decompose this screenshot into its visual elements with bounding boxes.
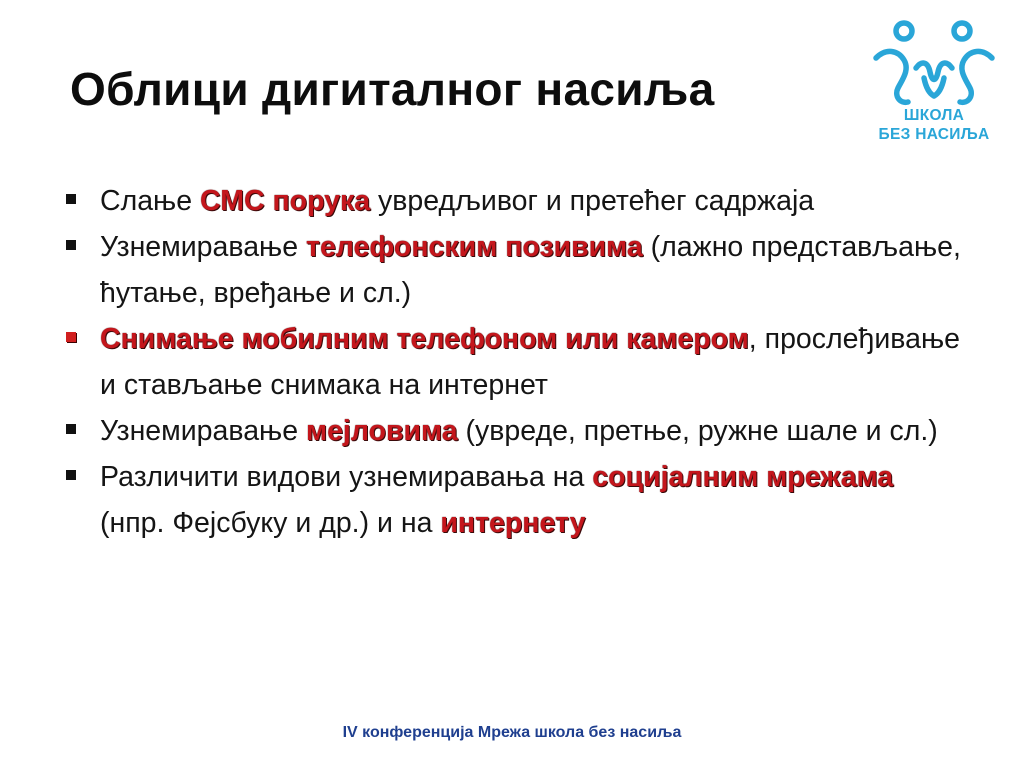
bullet-text: увредљивог и претећег садржаја — [370, 185, 815, 217]
bullet-square-icon — [66, 470, 76, 480]
bullet-text: (нпр. Фејсбуку и др.) и на — [100, 507, 441, 539]
logo-text-line1: ШКОЛА — [903, 107, 965, 124]
highlighted-text: социјалним мрежама — [592, 461, 894, 493]
bullet-square-icon — [66, 194, 76, 204]
people-figures-icon — [864, 18, 1004, 108]
bullet-item — [64, 178, 964, 224]
bullet-square-icon — [66, 332, 76, 342]
bullet-text: , прослеђивање и стављање снимака на интернет — [100, 323, 960, 401]
bullet-text: (увреде, претње, ружне шале и сл.) — [457, 415, 938, 447]
bullet-list — [64, 178, 964, 546]
bullet-text: Слање — [100, 185, 200, 217]
highlighted-text: СМС порука — [200, 185, 371, 217]
slide-title: Облици дигиталног насиља — [70, 63, 715, 115]
logo-text-line2: БЕЗ НАСИЉА — [878, 126, 990, 143]
highlighted-text: интернету — [440, 507, 586, 539]
bullet-text: Узнемиравање — [100, 415, 306, 447]
bullet-text: Различити видови узнемиравања на — [100, 461, 593, 493]
bullet-square-icon — [66, 240, 76, 250]
highlighted-text: Снимање мобилним телефоном или камером — [100, 323, 749, 355]
bullet-text: (лажно представљање, ћутање, вређање и сл.) — [100, 231, 961, 309]
highlighted-text: мејловима — [305, 415, 458, 447]
bullet-item — [64, 454, 964, 546]
bullet-item — [64, 408, 964, 454]
footer-text: IV конференција Мрежа школа без насиља — [342, 724, 682, 741]
highlighted-text: телефонским позивима — [305, 231, 643, 263]
bullet-item — [64, 224, 964, 316]
bullet-square-icon — [66, 424, 76, 434]
school-without-violence-logo — [864, 18, 1004, 158]
bullet-item — [64, 316, 964, 408]
bullet-text: Узнемиравање — [100, 231, 306, 263]
